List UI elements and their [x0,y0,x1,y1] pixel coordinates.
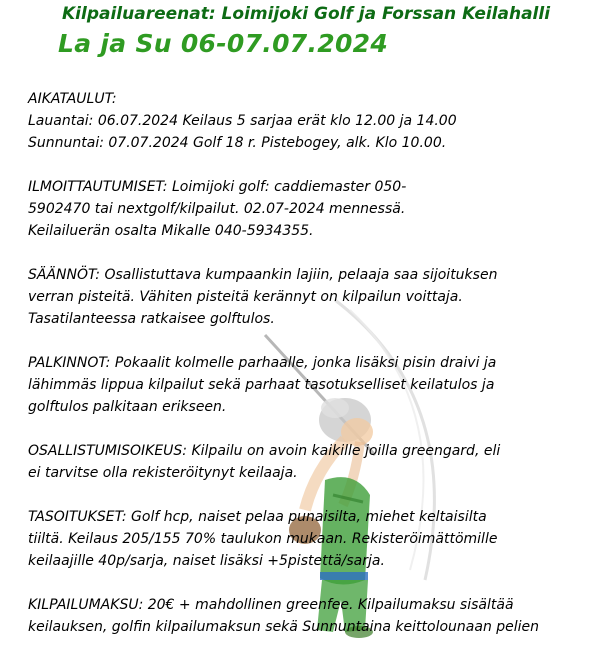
event-dates: La ja Su 06-07.07.2024 [58,29,389,58]
document-body [28,88,583,660]
section-schedule: AIKATAULUT: Lauantai: 06.07.2024 Keilaus 5 sarjaa erät klo 12.00 ja 14.00 Sunnuntai: 07.07.2024 Golf 18 r. Pistebogey, alk. Klo 10.00. [28,91,457,151]
section-registration: ILMOITTAUTUMISET: Loimijoki golf: caddiemaster 050- 5902470 tai nextgolf/kilpailut. 02.07-2024 mennessä. Keilailuerän osalta Mikalle 040-5934355. [28,179,407,239]
section-handicaps: TASOITUKSET: Golf hcp, naiset pelaa punaisilta, miehet keltaisilta tiiltä. Keilaus 205/155 70% taulukon mukaan. Rekisteröimättömille keilaajille 40p/sarja, naiset lisäksi +5pistettä/sarja. [28,509,498,569]
venue-line: Kilpailuareenat: Loimijoki Golf ja Forssan Keilahalli [62,4,551,24]
section-rules: SÄÄNNÖT: Osallistuttava kumpaankin lajiin, pelaaja saa sijoituksen verran pisteitä. Vähiten pisteitä kerännyt on kilpailun voittaja. Tasatilanteessa ratkaisee golftulos. [28,267,498,327]
section-eligibility: OSALLISTUMISOIKEUS: Kilpailu on avoin kaikille joilla greengard, eli ei tarvitse olla rekisteröitynyt keilaaja. [28,443,501,481]
section-prizes: PALKINNOT: Pokaalit kolmelle parhaalle, jonka lisäksi pisin draivi ja lähimmäs lippua kilpailut sekä parhaat tasotukselliset keilatulos ja golftulos palkitaan erikseen. [28,355,497,415]
section-entry-fee: KILPAILUMAKSU: 20€ + mahdollinen greenfee. Kilpailumaksu sisältää keilauksen, golfin kilpailumaksun sekä Sunnuntaina keittolounaan pelien [28,597,540,635]
